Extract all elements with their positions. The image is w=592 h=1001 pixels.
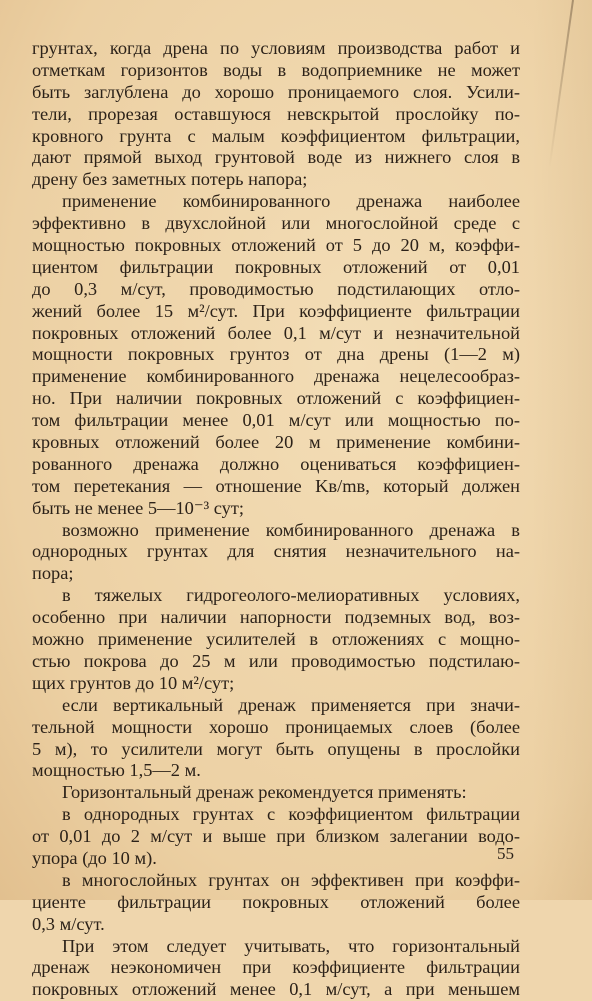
text-line: стью покрова до 25 м или проводимостью подстилаю- — [32, 650, 520, 671]
text-line: быть заглублена до хорошо проницаемого слоя. Усили- — [32, 81, 520, 102]
page-body-text — [32, 38, 520, 1001]
text-line: кровных отложений более 20 м применение комбини- — [32, 432, 520, 453]
text-line: в тяжелых гидрогеолого-мелиоративных условиях, — [62, 585, 520, 606]
paragraph — [32, 585, 520, 694]
text-line: 5 м), то усилители могут быть опущены в прослойки — [32, 738, 520, 759]
text-line: до 0,3 м/сут, проводимостью подстилающих отло- — [32, 278, 520, 299]
text-line: упора (до 10 м). — [32, 847, 157, 868]
text-line: покровных отложений более 0,1 м/сут и незначительной — [32, 322, 520, 343]
text-line: кровного грунта с малым коэффициентом фильтрации, — [32, 125, 520, 146]
text-line: тели, прорезая оставшуюся невскрытой прослойку по- — [32, 103, 520, 124]
text-line: в многослойных грунтах он эффективен при коэффи- — [62, 869, 520, 890]
text-line: При этом следует учитывать, что горизонтальный — [62, 935, 520, 956]
text-line: однородных грунтах для снятия незначительного на- — [32, 541, 520, 562]
text-line: применение комбинированного дренажа наиболее — [62, 191, 520, 212]
text-line: грунтах, когда дрена по условиям производства работ и — [32, 38, 520, 58]
text-line: отметкам горизонтов воды в водоприемнике не может — [32, 59, 520, 80]
text-line: пора; — [32, 563, 74, 584]
paragraph — [32, 804, 520, 870]
text-line: можно применение усилителей в отложениях с мощно- — [32, 629, 520, 650]
page-fold-shadow — [532, 0, 592, 900]
text-line: тельной мощности хорошо проницаемых слоев (более — [32, 716, 520, 737]
text-line: щих грунтов до 10 м²/сут; — [32, 672, 235, 693]
text-line: циенте фильтрации покровных отложений более — [32, 891, 520, 912]
paragraph — [32, 520, 520, 586]
text-line: быть не менее 5—10⁻³ сут; — [32, 497, 244, 518]
text-line: мощностью 1,5—2 м. — [32, 760, 201, 781]
text-line: том перетекания — отношение Kв/mв, который должен — [32, 475, 520, 496]
page-number: 55 — [497, 844, 514, 863]
paragraph — [32, 936, 520, 1001]
text-line: жений более 15 м²/сут. При коэффициенте фильтрации — [32, 300, 520, 321]
text-line: том фильтрации менее 0,01 м/сут или мощностью по- — [32, 410, 520, 431]
text-line: 0,3 м/сут. — [32, 913, 105, 934]
text-line: рованного дренажа должно оцениваться коэффициен- — [32, 453, 520, 474]
paragraph — [32, 191, 520, 519]
paragraph — [32, 870, 520, 936]
text-line: в однородных грунтах с коэффициентом фильтрации — [62, 804, 520, 825]
paragraph — [32, 695, 520, 783]
text-line: дают прямой выход грунтовой воде из нижнего слоя в — [32, 147, 520, 168]
text-line: покровных отложений менее 0,1 м/сут, а при меньшем — [32, 979, 520, 1000]
text-line: от 0,01 до 2 м/сут и выше при близком залегании водо- — [32, 826, 520, 847]
text-line: циентом фильтрации покровных отложений от 0,01 — [32, 256, 520, 277]
text-line: мощностью покровных отложений от 5 до 20 м, коэффи- — [32, 235, 520, 256]
text-line: если вертикальный дренаж применяется при значи- — [62, 694, 520, 715]
text-line: дрену без заметных потерь напора; — [32, 169, 308, 190]
text-line: эффективно в двухслойной или многослойной среде с — [32, 213, 520, 234]
paragraph — [32, 782, 520, 804]
text-line: но. При наличии покровных отложений с коэффициен- — [32, 388, 520, 409]
text-line: применение комбинированного дренажа нецелесообраз- — [32, 366, 520, 387]
text-line: возможно применение комбинированного дренажа в — [62, 519, 520, 540]
text-line: мощности покровных грунтоз от дна дрены (1—2 м) — [32, 344, 520, 365]
text-line: особенно при наличии напорности подземных вод, воз- — [32, 607, 520, 628]
text-line: Горизонтальный дренаж рекомендуется применять: — [62, 782, 467, 803]
text-line: дренаж неэкономичен при коэффициенте фильтрации — [32, 957, 520, 978]
paragraph — [32, 38, 520, 191]
